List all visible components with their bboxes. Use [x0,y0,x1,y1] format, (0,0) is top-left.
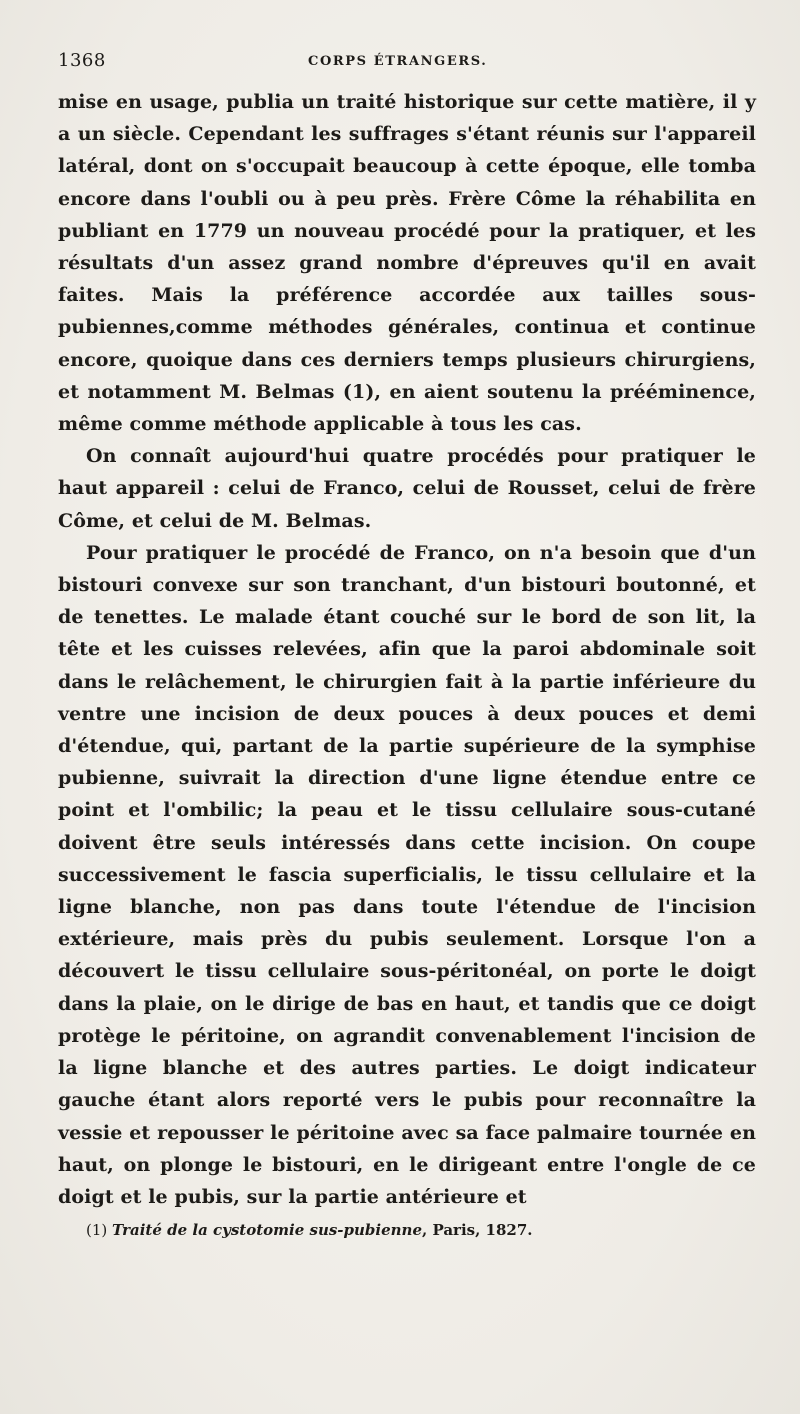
page-number: 1368 [58,50,106,71]
footnote-tail: , Paris, 1827. [422,1221,533,1240]
paragraph: Pour pratiquer le procédé de Franco, on n'a besoin que d'un bistouri convexe sur son tranchant, d'un bistouri boutonné, et de tenettes. Le malade étant couché sur le bord de son lit, la tête et les cuisses relevées, afin que la paroi abdominale soit dans le relâchement, le chirurgien fait à la partie inférieure du ventre une incision de deux pouces à deux pouces et demi d'étendue, qui, partant de la partie supérieure de la symphise pubienne, suivrait la direction d'une ligne étendue entre ce point et l'ombilic; la peau et le tissu cellulaire sous-cutané doivent être seuls intéressés dans cette incision. On coupe successivement le fascia superficialis, le tissu cellulaire et la ligne blanche, non pas dans toute l'étendue de l'incision extérieure, mais près du pubis seulement. Lorsque l'on a découvert le tissu cellulaire sous-péritonéal, on porte le doigt dans la plaie, on le dirige de bas en haut, et tandis que ce doigt protège le péritoine, on agrandit convenablement l'incision de la ligne blanche et des autres parties. Le doigt indicateur gauche étant alors reporté vers le pubis pour reconnaître la vessie et repousser le péritoine avec sa face palmaire tournée en haut, on plonge le bistouri, en le dirigeant entre l'ongle de ce doigt et le pubis, sur la partie antérieure et [58,541,756,1208]
page-header [58,50,756,86]
paragraph: mise en usage, publia un traité historique sur cette matière, il y a un siècle. Cependant les suffrages s'étant réunis sur l'appareil latéral, dont on s'occupait beaucoup à cette époque, elle tomba encore dans l'oubli ou à peu près. Frère Côme la réhabilita en publiant en 1779 un nouveau procédé pour la pratiquer, et les résultats d'un assez grand nombre d'épreuves qu'il en avait faites. Mais la préférence accordée aux tailles sous-pubiennes,comme méthodes générales, continua et continue encore, quoique dans ces derniers temps plusieurs chirurgiens, et notamment M. Belmas (1), en aient soutenu la prééminence, même comme méthode applicable à tous les cas. [58,91,756,436]
paragraph: On connaît aujourd'hui quatre procédés pour pratiquer le haut appareil : celui de Franco, celui de Rousset, celui de frère Côme, et celui de M. Belmas. [58,445,756,532]
footnote-marker: (1) [86,1221,108,1240]
footnote-title: Traité de la cystotomie sus-pubienne [112,1221,423,1240]
body-text [58,86,756,1213]
running-head: CORPS ÉTRANGERS. [308,54,488,69]
footnote [58,1219,756,1241]
